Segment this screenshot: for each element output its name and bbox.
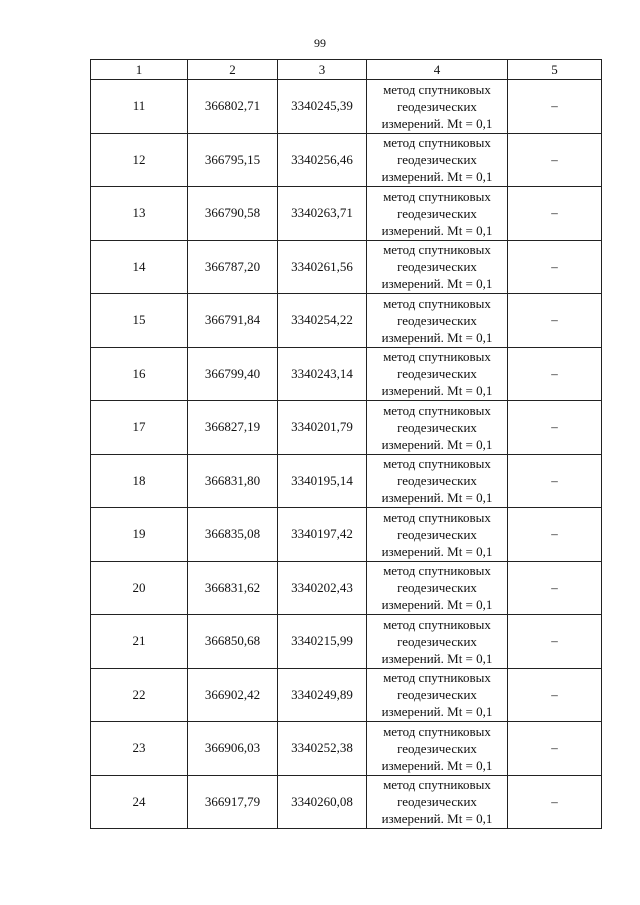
method-cell — [367, 454, 508, 508]
method-line: геодезических — [397, 580, 477, 596]
method-line: геодезических — [397, 98, 477, 114]
method-line: измерений. Mt = 0,1 — [381, 704, 493, 720]
method-line: геодезических — [397, 152, 477, 168]
method-line: измерений. Mt = 0,1 — [381, 597, 493, 613]
header-col-5: 5 — [508, 60, 602, 80]
y-coordinate-cell: 3340202,43 — [278, 561, 367, 615]
table-row — [91, 454, 602, 508]
note-cell: – — [508, 187, 602, 241]
y-coordinate-cell: 3340197,42 — [278, 508, 367, 562]
method-line: геодезических — [397, 633, 477, 649]
point-number-cell: 12 — [91, 133, 188, 187]
method-line: измерений. Mt = 0,1 — [381, 169, 493, 185]
method-line: геодезических — [397, 312, 477, 328]
x-coordinate-cell: 366787,20 — [188, 240, 278, 294]
note-cell: – — [508, 401, 602, 455]
table-row — [91, 722, 602, 776]
header-col-1: 1 — [91, 60, 188, 80]
note-cell: – — [508, 240, 602, 294]
method-cell — [367, 80, 508, 134]
x-coordinate-cell: 366906,03 — [188, 722, 278, 776]
point-number-cell: 22 — [91, 668, 188, 722]
y-coordinate-cell: 3340243,14 — [278, 347, 367, 401]
method-line: метод спутниковых — [383, 242, 491, 258]
x-coordinate-cell: 366790,58 — [188, 187, 278, 241]
method-line: измерений. Mt = 0,1 — [381, 276, 493, 292]
method-line: геодезических — [397, 794, 477, 810]
note-cell: – — [508, 722, 602, 776]
point-number-cell: 15 — [91, 294, 188, 348]
table-row — [91, 294, 602, 348]
y-coordinate-cell: 3340245,39 — [278, 80, 367, 134]
method-line: геодезических — [397, 205, 477, 221]
y-coordinate-cell: 3340254,22 — [278, 294, 367, 348]
method-line: измерений. Mt = 0,1 — [381, 222, 493, 238]
point-number-cell: 16 — [91, 347, 188, 401]
x-coordinate-cell: 366791,84 — [188, 294, 278, 348]
method-line: метод спутниковых — [383, 777, 491, 793]
method-cell — [367, 133, 508, 187]
method-cell — [367, 615, 508, 669]
y-coordinate-cell: 3340252,38 — [278, 722, 367, 776]
note-cell: – — [508, 668, 602, 722]
method-line: измерений. Mt = 0,1 — [381, 115, 493, 131]
method-line: измерений. Mt = 0,1 — [381, 811, 493, 827]
note-cell: – — [508, 615, 602, 669]
table-row — [91, 347, 602, 401]
method-line: геодезических — [397, 740, 477, 756]
point-number-cell: 11 — [91, 80, 188, 134]
method-line: метод спутниковых — [383, 616, 491, 632]
method-line: геодезических — [397, 473, 477, 489]
header-col-2: 2 — [188, 60, 278, 80]
x-coordinate-cell: 366827,19 — [188, 401, 278, 455]
method-line: измерений. Mt = 0,1 — [381, 650, 493, 666]
point-number-cell: 18 — [91, 454, 188, 508]
x-coordinate-cell: 366802,71 — [188, 80, 278, 134]
method-line: измерений. Mt = 0,1 — [381, 543, 493, 559]
note-cell: – — [508, 80, 602, 134]
x-coordinate-cell: 366835,08 — [188, 508, 278, 562]
method-line: измерений. Mt = 0,1 — [381, 757, 493, 773]
table-row — [91, 668, 602, 722]
method-cell — [367, 187, 508, 241]
header-col-4: 4 — [367, 60, 508, 80]
note-cell: – — [508, 561, 602, 615]
table-row — [91, 775, 602, 829]
method-line: геодезических — [397, 526, 477, 542]
method-line: метод спутниковых — [383, 188, 491, 204]
table-row — [91, 401, 602, 455]
method-line: метод спутниковых — [383, 295, 491, 311]
note-cell: – — [508, 133, 602, 187]
method-line: метод спутниковых — [383, 135, 491, 151]
method-cell — [367, 722, 508, 776]
x-coordinate-cell: 366831,62 — [188, 561, 278, 615]
page-number: 99 — [314, 36, 326, 50]
header-row — [91, 60, 602, 80]
point-number-cell: 13 — [91, 187, 188, 241]
method-cell — [367, 561, 508, 615]
x-coordinate-cell: 366799,40 — [188, 347, 278, 401]
method-line: метод спутниковых — [383, 81, 491, 97]
table-row — [91, 133, 602, 187]
method-line: измерений. Mt = 0,1 — [381, 490, 493, 506]
point-number-cell: 23 — [91, 722, 188, 776]
y-coordinate-cell: 3340261,56 — [278, 240, 367, 294]
method-line: метод спутниковых — [383, 349, 491, 365]
table-row — [91, 508, 602, 562]
method-line: метод спутниковых — [383, 670, 491, 686]
header-col-3: 3 — [278, 60, 367, 80]
method-line: измерений. Mt = 0,1 — [381, 436, 493, 452]
method-line: геодезических — [397, 419, 477, 435]
y-coordinate-cell: 3340263,71 — [278, 187, 367, 241]
point-number-cell: 20 — [91, 561, 188, 615]
method-line: геодезических — [397, 259, 477, 275]
y-coordinate-cell: 3340249,89 — [278, 668, 367, 722]
method-cell — [367, 775, 508, 829]
method-line: измерений. Mt = 0,1 — [381, 329, 493, 345]
table-row — [91, 240, 602, 294]
point-number-cell: 24 — [91, 775, 188, 829]
coordinates-table — [90, 59, 602, 829]
method-line: метод спутниковых — [383, 402, 491, 418]
point-number-cell: 21 — [91, 615, 188, 669]
point-number-cell: 17 — [91, 401, 188, 455]
method-line: метод спутниковых — [383, 723, 491, 739]
method-line: измерений. Mt = 0,1 — [381, 383, 493, 399]
method-cell — [367, 401, 508, 455]
x-coordinate-cell: 366850,68 — [188, 615, 278, 669]
point-number-cell: 19 — [91, 508, 188, 562]
y-coordinate-cell: 3340201,79 — [278, 401, 367, 455]
note-cell: – — [508, 347, 602, 401]
method-cell — [367, 240, 508, 294]
note-cell: – — [508, 508, 602, 562]
note-cell: – — [508, 775, 602, 829]
method-line: метод спутниковых — [383, 509, 491, 525]
x-coordinate-cell: 366831,80 — [188, 454, 278, 508]
method-line: метод спутниковых — [383, 456, 491, 472]
table-row — [91, 561, 602, 615]
method-cell — [367, 347, 508, 401]
method-cell — [367, 668, 508, 722]
method-line: геодезических — [397, 366, 477, 382]
x-coordinate-cell: 366917,79 — [188, 775, 278, 829]
note-cell: – — [508, 454, 602, 508]
y-coordinate-cell: 3340260,08 — [278, 775, 367, 829]
point-number-cell: 14 — [91, 240, 188, 294]
method-line: геодезических — [397, 687, 477, 703]
table-row — [91, 615, 602, 669]
x-coordinate-cell: 366902,42 — [188, 668, 278, 722]
method-cell — [367, 508, 508, 562]
table-row — [91, 187, 602, 241]
method-line: метод спутниковых — [383, 563, 491, 579]
method-cell — [367, 294, 508, 348]
note-cell: – — [508, 294, 602, 348]
y-coordinate-cell: 3340195,14 — [278, 454, 367, 508]
x-coordinate-cell: 366795,15 — [188, 133, 278, 187]
table-row — [91, 80, 602, 134]
y-coordinate-cell: 3340256,46 — [278, 133, 367, 187]
y-coordinate-cell: 3340215,99 — [278, 615, 367, 669]
